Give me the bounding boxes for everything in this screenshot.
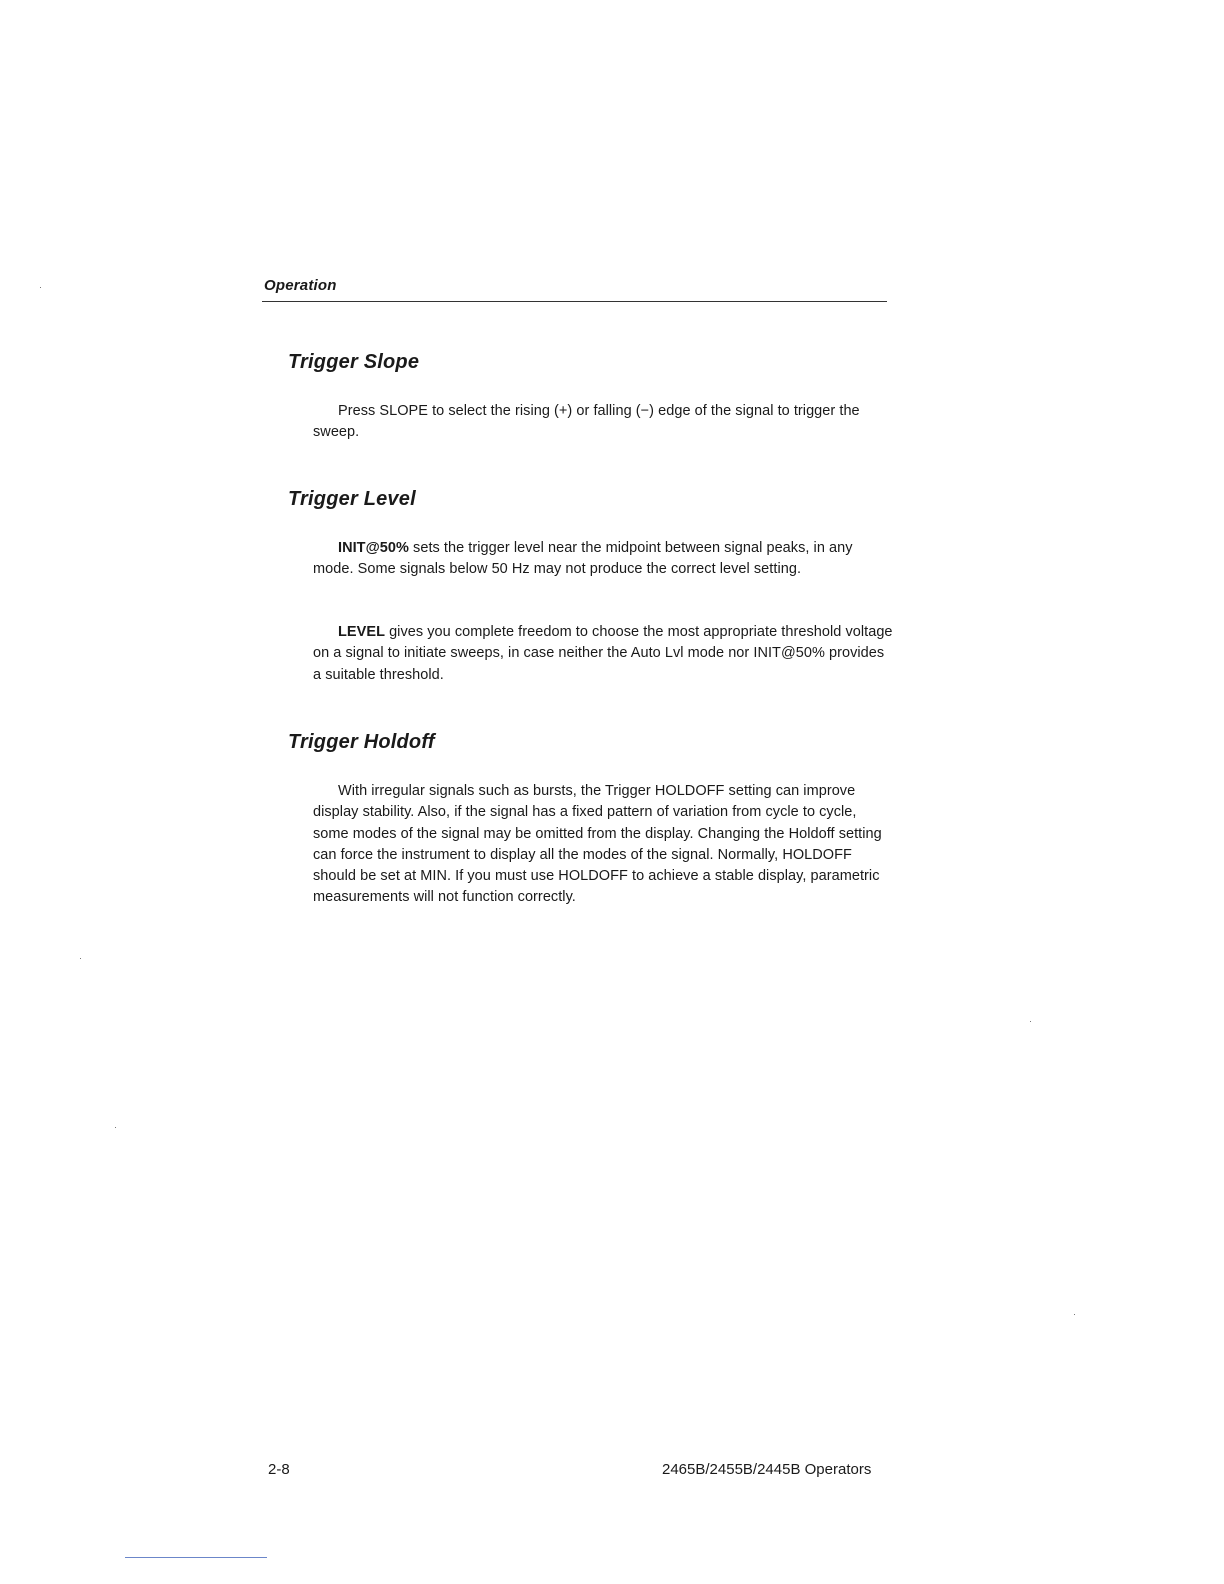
paragraph-text: Press SLOPE to select the rising (+) or falling (−) edge of the signal to trigger the sweep. — [313, 403, 860, 441]
scan-speck — [40, 287, 41, 288]
scan-artifact-line — [125, 1557, 267, 1558]
header-rule — [262, 301, 887, 302]
page-number: 2-8 — [268, 1461, 290, 1478]
paragraph-init-50 — [313, 538, 893, 581]
paragraph-text: With irregular signals such as bursts, the Trigger HOLDOFF setting can improve display stability. Also, if the signal has a fixed pattern of variation from cycle to cycle, some modes of the signal may be omitted from the display. Changing the Holdoff setting can force the instrument to display all the modes of the signal. Normally, HOLDOFF should be set at MIN. If you must use HOLDOFF to achieve a stable display, parametric measurements will not function correctly. — [313, 783, 882, 906]
paragraph-trigger-holdoff — [313, 781, 893, 909]
paragraph-trigger-slope — [313, 401, 893, 444]
term-init-50: INIT@50% — [338, 540, 409, 556]
manual-title: 2465B/2455B/2445B Operators — [662, 1461, 872, 1478]
running-header: Operation — [264, 277, 337, 294]
section-heading-trigger-level: Trigger Level — [288, 488, 416, 510]
scan-speck — [115, 1127, 116, 1128]
paragraph-level — [313, 622, 893, 686]
section-heading-trigger-slope: Trigger Slope — [288, 351, 420, 373]
paragraph-text: sets the trigger level near the midpoint between signal peaks, in any mode. Some signals below 50 Hz may not produce the correct level setting. — [313, 540, 853, 578]
scan-speck — [80, 958, 81, 959]
paragraph-text: gives you complete freedom to choose the most appropriate threshold voltage on a signal to initiate sweeps, in case neither the Auto Lvl mode nor INIT@50% provides a suitable threshold. — [313, 624, 893, 683]
section-heading-trigger-holdoff: Trigger Holdoff — [288, 731, 435, 753]
scan-speck — [1030, 1021, 1031, 1022]
term-level: LEVEL — [338, 624, 385, 640]
scan-speck — [1074, 1314, 1075, 1315]
